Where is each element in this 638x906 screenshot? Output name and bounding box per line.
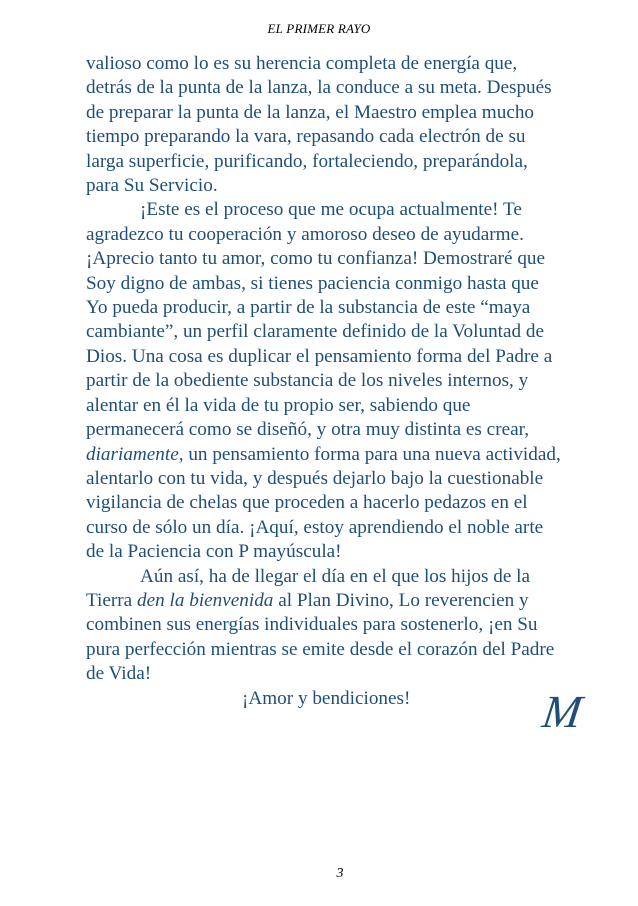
text-segment: Tierra <box>86 589 137 611</box>
text-line: vigilancia de chelas que proceden a hacerlo pedazos en el <box>86 492 528 514</box>
text-line: para Su Servicio. <box>86 175 218 197</box>
text-segment: un pensamiento forma para una nueva actividad, <box>183 443 561 465</box>
signature-monogram: M <box>539 686 585 737</box>
emphasis-den-la-bienvenida: den la bienvenida <box>137 589 274 611</box>
text-line: permanecerá como se diseñó, y otra muy distinta es crear, <box>86 419 530 441</box>
paragraph-start-line: ¡Este es el proceso que me ocupa actualmente! Te <box>140 199 522 221</box>
text-line: cambiante”, un perfil claramente definido de la Voluntad de <box>86 321 545 343</box>
page-header: EL PRIMER RAYO <box>267 21 371 36</box>
text-line: de Vida! <box>86 663 152 685</box>
text-line: agradezco tu cooperación y amoroso deseo de ayudarme. <box>86 223 524 245</box>
text-line <box>86 443 606 467</box>
text-line: Soy digno de ambas, si tienes paciencia conmigo hasta que <box>86 272 539 294</box>
closing-line: ¡Amor y bendiciones! <box>242 687 411 709</box>
text-line: Yo pueda producir, a partir de la substancia de este “maya <box>86 297 531 319</box>
body-text <box>86 52 606 711</box>
text-line: Dios. Una cosa es duplicar el pensamiento forma del Padre a <box>86 345 553 367</box>
text-line: alentar en él la vida de tu propio ser, sabiendo que <box>86 394 471 416</box>
text-line: partir de la obediente substancia de los niveles internos, y <box>86 370 529 392</box>
text-line: alentarlo con tu vida, y después dejarlo bajo la cuestionable <box>86 467 544 489</box>
paragraph-start-line: Aún así, ha de llegar el día en el que los hijos de la <box>140 565 531 587</box>
text-line: tiempo preparando la vara, repasando cada electrón de su <box>86 126 526 148</box>
page-number: 3 <box>336 866 344 881</box>
text-line: de preparar la punta de la lanza, el Maestro emplea mucho <box>86 101 535 123</box>
text-line: de la Paciencia con P mayúscula! <box>86 541 342 563</box>
emphasis-diariamente: diariamente, <box>86 443 184 465</box>
text-line <box>86 589 606 613</box>
text-line: combinen sus energías individuales para sostenerlo, ¡en Su <box>86 614 538 636</box>
text-segment: al Plan Divino, Lo reverencien y <box>273 589 529 611</box>
text-line: pura perfección mientras se emite desde el corazón del Padre <box>86 638 555 660</box>
text-line: detrás de la punta de la lanza, la conduce a su meta. Después <box>86 77 552 99</box>
text-line: valioso como lo es su herencia completa de energía que, <box>86 53 518 74</box>
text-line: ¡Aprecio tanto tu amor, como tu confianza! Demostraré que <box>86 248 546 270</box>
text-line: curso de sólo un día. ¡Aquí, estoy aprendiendo el noble arte <box>86 516 544 538</box>
text-line: larga superficie, purificando, fortaleciendo, preparándola, <box>86 150 528 172</box>
